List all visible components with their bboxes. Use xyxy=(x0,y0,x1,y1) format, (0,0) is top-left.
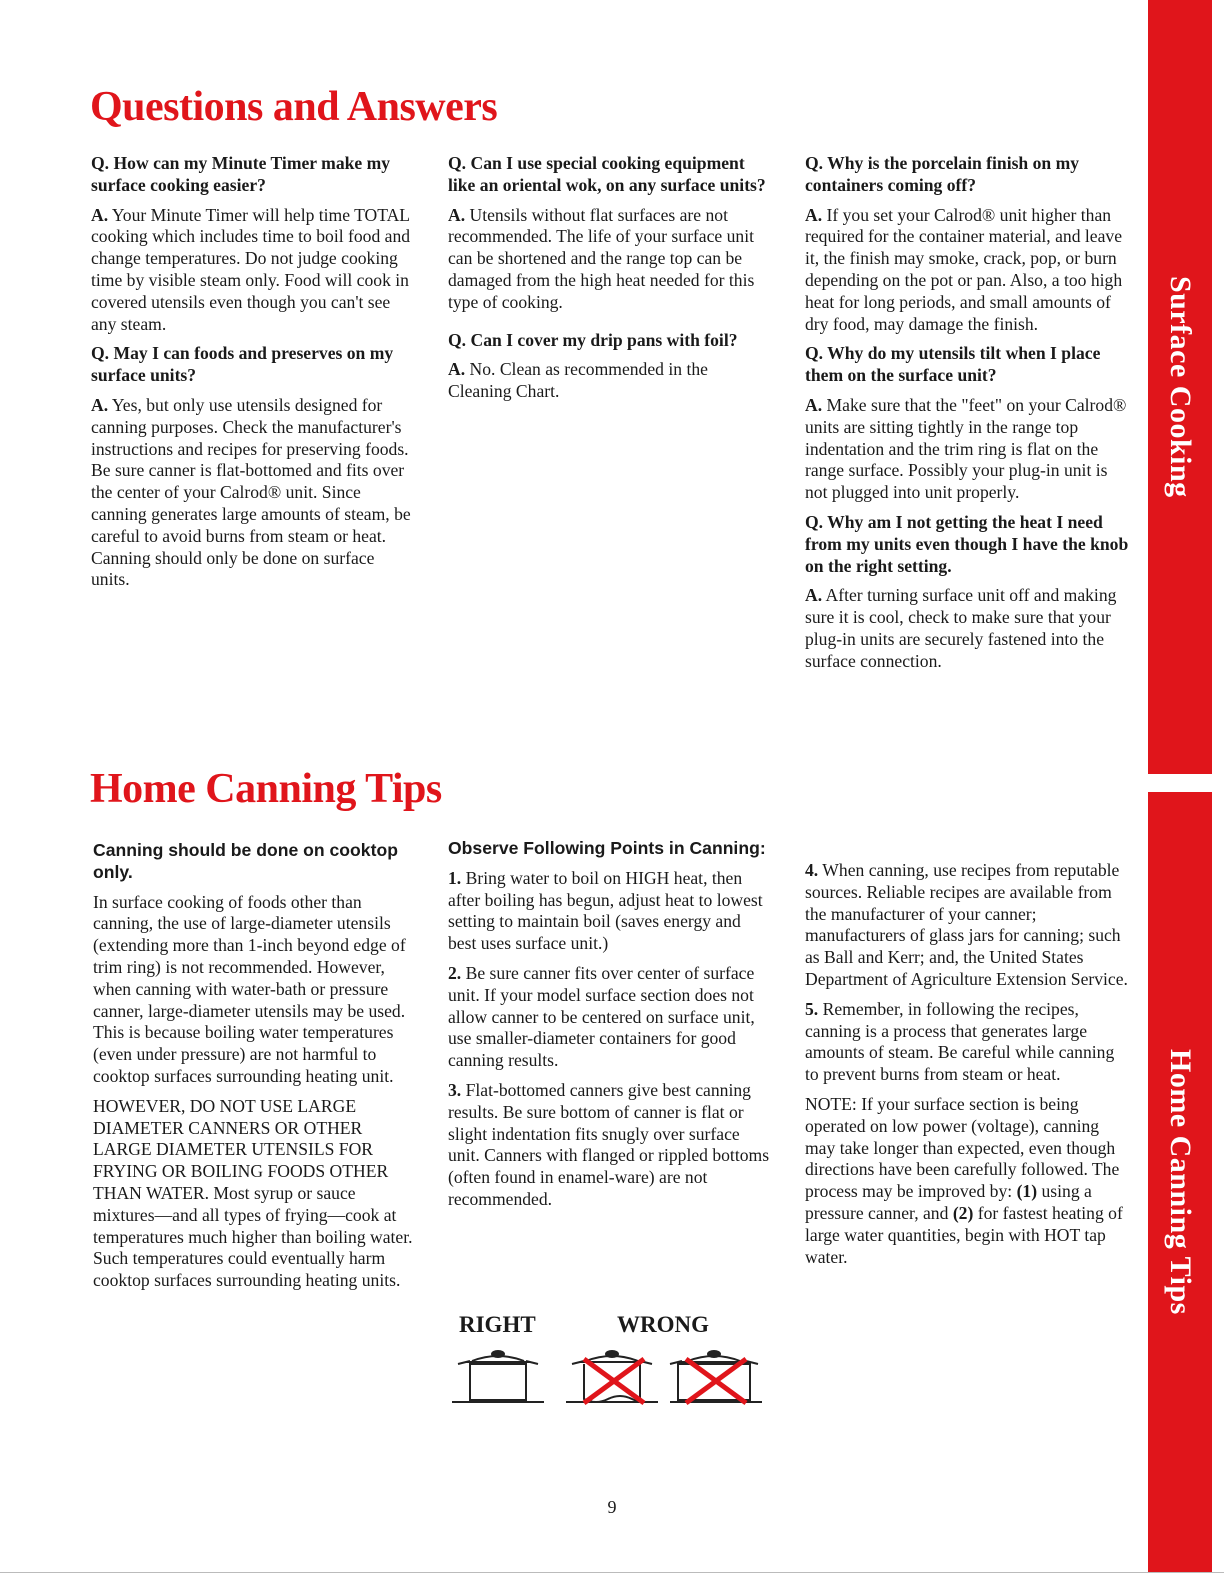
canning-column-3 xyxy=(805,860,1130,1276)
canning-title: Home Canning Tips xyxy=(90,766,442,812)
answer: A. No. Clean as recommended in the Cleaning Chart. xyxy=(448,359,708,402)
question: Q. Why do my utensils tilt when I place them on the surface unit? xyxy=(805,343,1101,386)
qa-title: Questions and Answers xyxy=(90,84,498,130)
canner-illustration xyxy=(448,1345,768,1411)
point-item: 1. Bring water to boil on HIGH heat, then after boiling has begun, adjust heat to lowest setting to maintain boil (saves energy and best uses surface unit.) xyxy=(448,867,763,954)
canning-column-2 xyxy=(448,838,770,1219)
paragraph: In surface cooking of foods other than canning, the use of large-diameter utensils (extending more than 1-inch beyond edge of trim ring) is not recommended. However, when canning with water-bath or pressure canner, large-diameter utensils may be used. This is because boiling water temperatures (even under pressure) are not harmful to cooktop surfaces surrounding heating unit. xyxy=(93,891,406,1086)
page-number: 9 xyxy=(607,1497,617,1517)
answer: A. Your Minute Timer will help time TOTAL cooking which includes time to boil food and change temperatures. Do not judge cooking time by visible steam only. Food will cook in covered utensils even though you can't see any steam. xyxy=(91,204,411,334)
question: Q. How can my Minute Timer make my surface cooking easier? xyxy=(91,153,391,195)
question: Q. Can I cover my drip pans with foil? xyxy=(448,329,738,350)
qa-column-1 xyxy=(91,153,416,599)
right-pot-icon xyxy=(452,1351,544,1402)
question: Q. Why is the porcelain finish on my containers coming off? xyxy=(805,153,1080,195)
point-item: 2. Be sure canner fits over center of surface unit. If your model surface section does not allow canner to be centered on surface unit, use smaller-diameter containers for good canning results. xyxy=(448,962,755,1071)
canning-subheading: Canning should be done on cooktop only. xyxy=(93,840,398,882)
right-label: RIGHT xyxy=(459,1312,536,1337)
question: Q. Can I use special cooking equipment like an oriental wok, on any surface units? xyxy=(448,153,766,195)
point-item: 4. When canning, use recipes from reputable sources. Reliable recipes are available from the manufacturer of your canner; manufacturers of glass jars for canning; such as Ball and Kerr; and, the United States Department of Agriculture Extension Service. xyxy=(805,860,1128,989)
answer: A. Utensils without flat surfaces are not recommended. The life of your surface unit can be shortened and the range top can be damaged from the high heat needed for this type of cooking. xyxy=(448,204,755,312)
tab-surface-cooking-label: Surface Cooking xyxy=(1164,276,1197,498)
note-paragraph: NOTE: If your surface section is being operated on low power (voltage), canning may take longer than expected, even though directions have been carefully followed. The process may be improved by: (1) using a pressure canner, and (2) for fastest heating of large water quantities, begin with HOT tap water. xyxy=(805,1093,1123,1267)
answer: A. After turning surface unit off and making sure it is cool, check to make sure that your plug-in units are securely fastened into the surface connection. xyxy=(805,585,1117,671)
warning-paragraph: HOWEVER, DO NOT USE LARGE DIAMETER CANNERS OR OTHER LARGE DIAMETER UTENSILS FOR FRYING OR BOILING FOODS OTHER THAN WATER. Most syrup or sauce mixtures—and all types of frying—cook at temperatures much higher than boiling water. Such temperatures could eventually harm cooktop surfaces surrounding heating units. xyxy=(93,1095,413,1291)
tab-home-canning-tips-label: Home Canning Tips xyxy=(1164,1049,1197,1315)
canning-column-1 xyxy=(93,840,413,1300)
question: Q. May I can foods and preserves on my surface units? xyxy=(91,343,394,386)
point-item: 3. Flat-bottomed canners give best canning results. Be sure bottom of canner is flat or slight indentation fits snugly over surface unit. Canners with flanged or rippled bottoms (often found in enamel-ware) are not recommended. xyxy=(448,1079,770,1209)
bottom-rule xyxy=(0,1572,1224,1573)
answer: A. Make sure that the "feet" on your Calrod® units are sitting tightly in the range top indentation and the trim ring is flat on the range surface. Possibly your plug-in unit is not plugged into unit properly. xyxy=(805,394,1127,503)
question: Q. Why am I not getting the heat I need from my units even though I have the knob on the right setting. xyxy=(805,511,1129,576)
qa-column-2 xyxy=(448,153,770,411)
tab-home-canning-tips xyxy=(1148,792,1212,1572)
points-heading: Observe Following Points in Canning: xyxy=(448,838,766,858)
point-item: 5. Remember, in following the recipes, canning is a process that generates large amounts of steam. Be careful while canning to prevent burns from steam or heat. xyxy=(805,998,1115,1085)
wrong-label: WRONG xyxy=(617,1312,709,1337)
answer: A. If you set your Calrod® unit higher than required for the container material, and leave it, the finish may smoke, crack, pop, or burn depending on the pot or pan. Also, a too high heat for long periods, and small amounts of dry food, may damage the finish. xyxy=(805,204,1123,334)
qa-column-3 xyxy=(805,153,1130,681)
tab-surface-cooking xyxy=(1148,0,1212,774)
wrong-pot-large-icon xyxy=(670,1351,762,1402)
answer: A. Yes, but only use utensils designed for canning purposes. Check the manufacturer's instructions and recipes for preserving foods. Be sure canner is flat-bottomed and fits over the center of your Calrod® unit. Since canning generates large amounts of steam, be careful to avoid burns from steam or heat. Canning should only be done on surface units. xyxy=(91,394,411,590)
cross-mark-icon xyxy=(686,1359,746,1403)
